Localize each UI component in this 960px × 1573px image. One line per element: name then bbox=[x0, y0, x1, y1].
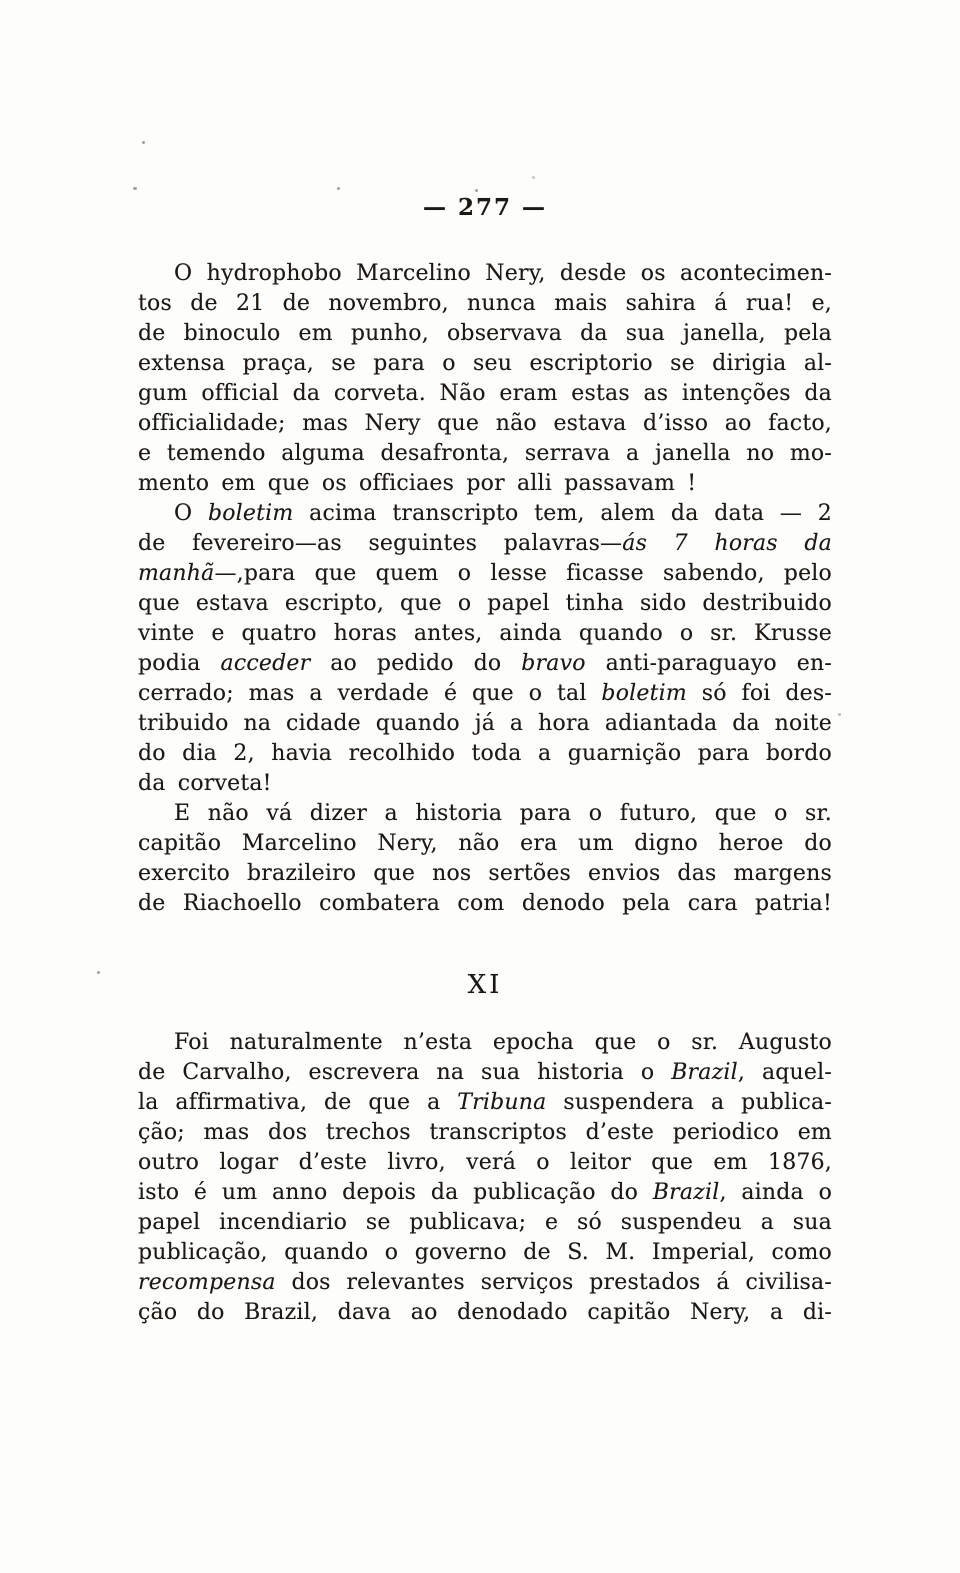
text-segment: officialidade; mas Nery que não estava d’isso ao facto, bbox=[138, 411, 832, 436]
paragraph bbox=[138, 1028, 832, 1328]
text-segment: —,para que quem o lesse ficasse sabendo, pelo bbox=[214, 561, 832, 586]
text-line bbox=[138, 379, 832, 409]
text-segment: mento em que os officiaes por alli passavam ! bbox=[138, 471, 697, 496]
text-segment: de binoculo em punho, observava da sua janella, pela bbox=[138, 321, 832, 346]
text-segment: do dia 2, havia recolhido toda a guarnição para bordo bbox=[138, 741, 832, 766]
page-number: — 277 — bbox=[422, 194, 548, 221]
text-line bbox=[138, 709, 832, 739]
scan-speck bbox=[838, 713, 841, 716]
text-line bbox=[138, 589, 832, 619]
text-line bbox=[138, 889, 832, 919]
text-segment: dos relevantes serviços prestados á civilisa- bbox=[275, 1270, 832, 1295]
text-line bbox=[138, 349, 832, 379]
italic-text-segment: Brazil bbox=[652, 1180, 720, 1205]
text-line bbox=[138, 259, 832, 289]
text-segment: capitão Marcelino Nery, não era um digno heroe do bbox=[138, 831, 832, 856]
text-segment: podia bbox=[138, 651, 221, 676]
text-segment: E não vá dizer a historia para o futuro, que o sr. bbox=[174, 801, 832, 826]
paragraph bbox=[138, 499, 832, 799]
text-line bbox=[138, 529, 832, 559]
paragraph bbox=[138, 799, 832, 919]
text-segment: tos de 21 de novembro, nunca mais sahira á rua! e, bbox=[138, 291, 832, 316]
text-segment: anti-paraguayo en- bbox=[585, 651, 832, 676]
text-segment: que estava escripto, que o papel tinha sido destribuido bbox=[138, 591, 832, 616]
italic-text-segment: recompensa bbox=[138, 1270, 276, 1295]
text-segment: papel incendiario se publicava; e só suspendeu a sua bbox=[138, 1210, 832, 1235]
scan-speck bbox=[133, 187, 137, 190]
italic-text-segment: acceder bbox=[220, 651, 311, 676]
text-body bbox=[138, 259, 832, 1328]
text-line bbox=[138, 1298, 832, 1328]
text-line bbox=[138, 1088, 832, 1118]
text-line bbox=[138, 619, 832, 649]
text-segment: Foi naturalmente n’esta epocha que o sr. Augusto bbox=[174, 1030, 832, 1055]
text-segment: , aquel- bbox=[737, 1060, 832, 1085]
text-segment: , ainda o bbox=[719, 1180, 833, 1205]
text-line bbox=[138, 289, 832, 319]
italic-text-segment: boletim bbox=[601, 681, 687, 706]
text-segment: ao pedido do bbox=[310, 651, 522, 676]
italic-text-segment: bravo bbox=[521, 651, 586, 676]
text-line bbox=[138, 859, 832, 889]
text-segment: de fevereiro—as seguintes palavras— bbox=[138, 531, 623, 556]
text-line bbox=[138, 1208, 832, 1238]
text-line bbox=[138, 409, 832, 439]
page-content bbox=[138, 0, 832, 1328]
text-line bbox=[138, 679, 832, 709]
text-segment: ção; mas dos trechos transcriptos d’este periodico em bbox=[138, 1120, 832, 1145]
text-line bbox=[138, 1148, 832, 1178]
text-segment: extensa praça, se para o seu escriptorio se dirigia al- bbox=[138, 351, 832, 376]
text-line bbox=[138, 649, 832, 679]
text-line bbox=[138, 1238, 832, 1268]
text-segment: e temendo alguma desafronta, serrava a janella no mo- bbox=[138, 441, 832, 466]
text-line bbox=[138, 439, 832, 469]
text-segment: só foi des- bbox=[686, 681, 832, 706]
text-segment: vinte e quatro horas antes, ainda quando o sr. Krusse bbox=[138, 621, 832, 646]
text-segment: da corveta! bbox=[138, 771, 272, 796]
text-segment: de Carvalho, escrevera na sua historia o bbox=[138, 1060, 672, 1085]
text-line bbox=[138, 559, 832, 589]
text-line bbox=[138, 829, 832, 859]
italic-text-segment: boletim bbox=[207, 501, 294, 526]
section-heading: XI bbox=[467, 970, 503, 1000]
text-line bbox=[138, 1118, 832, 1148]
text-line bbox=[138, 1028, 832, 1058]
text-line bbox=[138, 499, 832, 529]
text-segment: cerrado; mas a verdade é que o tal bbox=[138, 681, 602, 706]
italic-text-segment: manhã bbox=[138, 561, 215, 586]
italic-text-segment: Tribuna bbox=[457, 1090, 547, 1115]
text-line bbox=[138, 1058, 832, 1088]
text-segment: acima transcripto tem, alem da data — 2 bbox=[293, 501, 832, 526]
text-segment: gum official da corveta. Não eram estas as intenções da bbox=[138, 381, 832, 406]
text-line bbox=[138, 319, 832, 349]
text-line bbox=[138, 769, 832, 799]
scan-speck bbox=[97, 971, 100, 974]
text-line bbox=[138, 1268, 832, 1298]
text-segment: exercito brazileiro que nos sertões envios das margens bbox=[138, 861, 832, 886]
text-segment: la affirmativa, de que a bbox=[138, 1090, 458, 1115]
text-segment: O hydrophobo Marcelino Nery, desde os acontecimen- bbox=[174, 261, 832, 286]
paragraph bbox=[138, 259, 832, 499]
text-segment: outro logar d’este livro, verá o leitor que em 1876, bbox=[138, 1150, 832, 1175]
text-segment: isto é um anno depois da publicação do bbox=[138, 1180, 653, 1205]
text-segment: tribuido na cidade quando já a hora adiantada da noite bbox=[138, 711, 832, 736]
text-line bbox=[138, 739, 832, 769]
text-segment: suspendera a publica- bbox=[546, 1090, 832, 1115]
text-segment: de Riachoello combatera com denodo pela cara patria! bbox=[138, 891, 832, 916]
italic-text-segment: Brazil bbox=[671, 1060, 738, 1085]
text-segment: publicação, quando o governo de S. M. Imperial, como bbox=[138, 1240, 832, 1265]
text-line bbox=[138, 469, 832, 499]
text-line bbox=[138, 799, 832, 829]
italic-text-segment: ás 7 horas da bbox=[622, 531, 832, 556]
text-segment: ção do Brazil, dava ao denodado capitão Nery, a di- bbox=[138, 1300, 832, 1325]
text-line bbox=[138, 1178, 832, 1208]
text-segment: O bbox=[174, 501, 208, 526]
